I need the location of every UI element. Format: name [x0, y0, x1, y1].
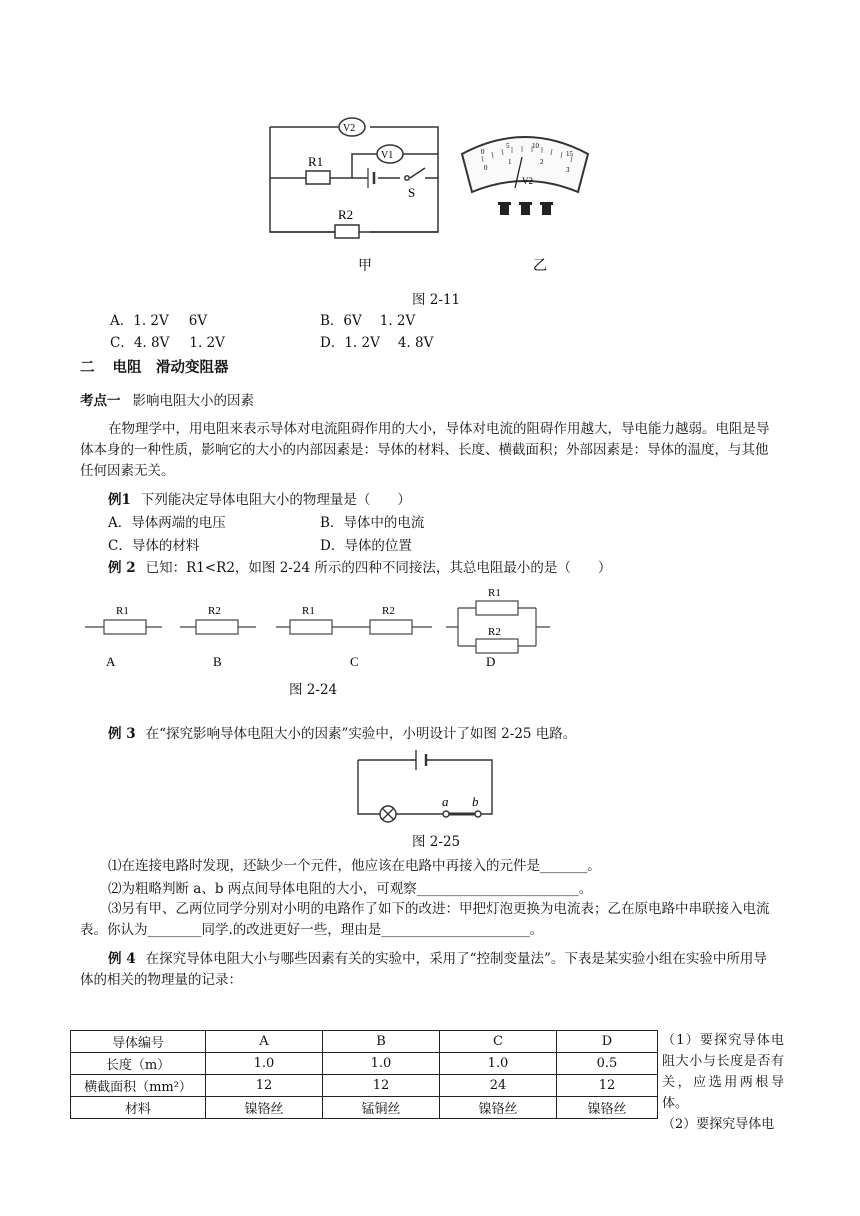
section-heading: 二 电阻 滑动变阻器 — [80, 360, 229, 376]
fig224-c-r1 — [290, 620, 332, 634]
caption-2-25: 图 2-25 — [412, 834, 461, 850]
caption-2-11: 图 2-11 — [412, 292, 461, 308]
svg-text:R1: R1 — [302, 605, 315, 617]
table-row: 长度（m） 1.0 1.0 1.0 0.5 — [71, 1053, 658, 1075]
ex1-option-a: A．导体两端的电压 — [108, 515, 226, 531]
v1-meter-label: V1 — [381, 150, 394, 161]
example-3: 例 3 在“探究影响导体电阻大小的因素”实验中，小明设计了如图 2-25 电路。 — [108, 726, 577, 742]
conductor-table — [70, 1030, 658, 1119]
option-c: C．4. 8V 1. 2V — [110, 335, 225, 351]
fig224-label-a: A — [106, 654, 116, 669]
ex3-q2: ⑵为粗略判断 a、b 两点间导体电阻的大小，可观察________________________。 — [108, 881, 593, 897]
option-a: A．1. 2V 6V — [110, 313, 208, 329]
figure-2-24 — [80, 574, 560, 674]
example-1: 例1 下列能决定导体电阻大小的物理量是（ ） — [108, 492, 411, 508]
svg-text:a: a — [442, 794, 449, 809]
svg-text:0: 0 — [481, 148, 485, 156]
ex1-option-b: B．导体中的电流 — [320, 515, 425, 531]
r1-label: R1 — [308, 154, 324, 169]
svg-text:R1: R1 — [488, 587, 501, 599]
example-2: 例 2 已知：R1<R2，如图 2-24 所示的四种不同接法，其总电阻最小的是（ ） — [108, 560, 612, 576]
ex3-q1: ⑴在连接电路时发现，还缺少一个元件，他应该在电路中再接入的元件是_______。 — [108, 858, 601, 874]
ex1-option-d: D．导体的位置 — [320, 538, 412, 554]
svg-text:5: 5 — [506, 142, 510, 150]
svg-text:R1: R1 — [116, 605, 129, 617]
svg-text:3: 3 — [566, 166, 570, 174]
table-row: 导体编号 A B C D — [71, 1031, 658, 1053]
fig224-label-b: B — [213, 654, 222, 669]
svg-text:0: 0 — [484, 164, 488, 172]
fig224-label-d: D — [486, 654, 496, 669]
option-d: D．1. 2V 4. 8V — [320, 335, 434, 351]
svg-text:10: 10 — [532, 142, 539, 150]
svg-text:R2: R2 — [382, 605, 395, 617]
ex4-side-text: （1）要探究导体电阻大小与长度是否有关，应选用两根导体。 （2）要探究导体电 — [662, 1033, 784, 1132]
figure-2-25 — [350, 748, 500, 824]
svg-text:b: b — [472, 794, 479, 809]
fig224-d-r2 — [476, 639, 518, 653]
svg-text:R2: R2 — [208, 605, 221, 617]
fig224-c-r2 — [370, 620, 412, 634]
table-row: 材料 镍铬丝 锰铜丝 镍铬丝 镍铬丝 — [71, 1097, 658, 1119]
ex1-option-c: C．导体的材料 — [108, 538, 200, 554]
r2-label: R2 — [338, 207, 354, 222]
fig224-b-r2 — [196, 620, 238, 634]
kaodian-heading: 考点一 影响电阻大小的因素 — [80, 393, 254, 409]
option-b: B．6V 1. 2V — [320, 313, 416, 329]
ex3-q3: ⑶另有甲、乙两位同学分别对小明的电路作了如下的改进：甲把灯泡更换为电流表；乙在原电路中串联接入电流表。你认为________同学.的改进更好一些，理由是______________________。 — [80, 901, 770, 938]
table-row: 横截面积（mm²） 12 12 24 12 — [71, 1075, 658, 1097]
intro-paragraph: 在物理学中，用电阻来表示导体对电流阻碍作用的大小，导体对电流的阻碍作用越大，导电能力越弱。电阻是导体本身的一种性质，影响它的大小的内部因素是：导体的材料、长度、横截面积；外部因素是：导体的温度，与其他任何因素无关。 — [80, 421, 770, 479]
label-yi: 乙 — [533, 259, 547, 274]
svg-text:1: 1 — [508, 158, 512, 166]
svg-text:15: 15 — [566, 150, 573, 158]
caption-2-24: 图 2-24 — [289, 682, 338, 698]
label-jia: 甲 — [358, 259, 372, 274]
r2-resistor — [335, 225, 359, 238]
svg-text:R2: R2 — [488, 626, 501, 638]
example-4: 例 4 在探究导体电阻大小与哪些因素有关的实验中，采用了“控制变量法”。下表是某实验小组在实验中所用导体的相关的物理量的记录： — [80, 951, 767, 988]
fig224-a-r1 — [104, 620, 146, 634]
figure-2-11 — [260, 112, 610, 280]
r1-resistor — [306, 171, 330, 184]
fig224-label-c: C — [350, 654, 359, 669]
svg-text:2: 2 — [540, 158, 544, 166]
v2-meter-label: V2 — [343, 123, 356, 134]
fig224-d-r1 — [476, 601, 518, 615]
dial-label: V2 — [522, 176, 533, 186]
switch-label: S — [408, 185, 416, 200]
